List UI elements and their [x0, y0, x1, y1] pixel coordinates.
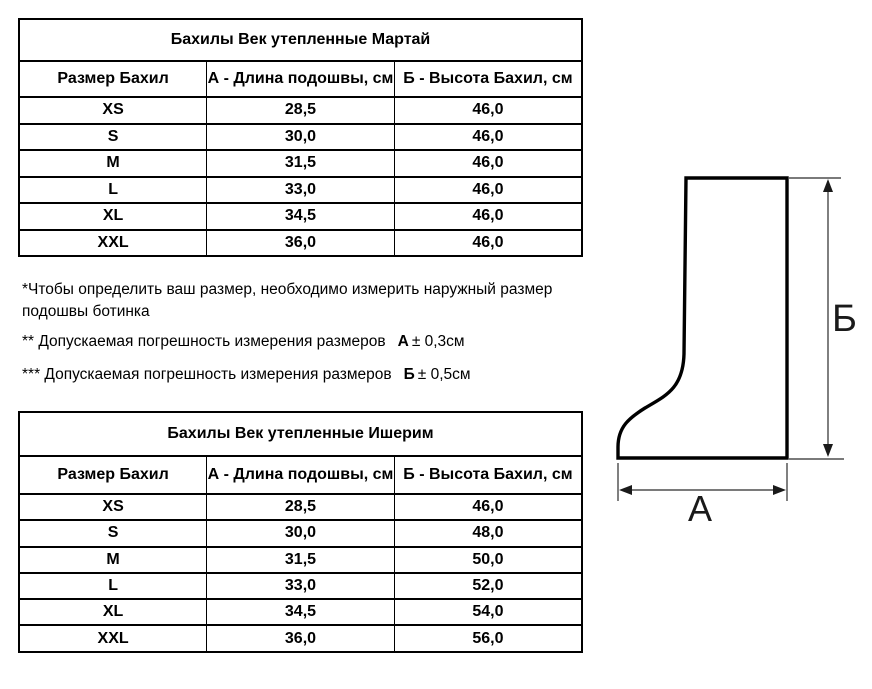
table-row — [19, 150, 582, 177]
cell-height: 50,0 — [394, 547, 582, 573]
cell-length: 34,5 — [207, 203, 395, 230]
cell-height: 46,0 — [394, 150, 582, 177]
cell-length: 28,5 — [207, 494, 395, 520]
cell-length: 36,0 — [207, 625, 395, 651]
table-row — [19, 573, 582, 599]
table-row — [19, 599, 582, 625]
cell-length: 33,0 — [207, 177, 395, 204]
dimension-letter-b: Б — [403, 366, 415, 383]
column-header-length: А - Длина подошвы, см — [207, 456, 395, 494]
note-tolerance-b-value: ± 0,5см — [417, 366, 471, 383]
cell-size: L — [19, 177, 207, 204]
table-row — [19, 625, 582, 651]
cell-size: M — [19, 547, 207, 573]
column-header-height: Б - Высота Бахил, см — [394, 456, 582, 494]
dimension-label-height: Б — [832, 298, 857, 340]
cell-size: XL — [19, 203, 207, 230]
boot-measurement-diagram — [600, 150, 872, 530]
dimension-letter-a: А — [397, 333, 409, 350]
cell-height: 46,0 — [394, 124, 582, 151]
table-row — [19, 203, 582, 230]
cell-height: 46,0 — [394, 177, 582, 204]
table-row — [19, 547, 582, 573]
cell-length: 33,0 — [207, 573, 395, 599]
table-title: Бахилы Век утепленные Мартай — [19, 19, 582, 61]
cell-length: 30,0 — [207, 124, 395, 151]
cell-length: 31,5 — [207, 150, 395, 177]
cell-size: XL — [19, 599, 207, 625]
cell-size: XS — [19, 494, 207, 520]
arrowhead-up-icon — [823, 179, 833, 192]
cell-length: 28,5 — [207, 97, 395, 124]
dimension-label-length: А — [688, 488, 713, 529]
table-header-row — [19, 456, 582, 494]
column-header-size: Размер Бахил — [19, 61, 207, 97]
column-header-length: А - Длина подошвы, см — [207, 61, 395, 97]
cell-height: 46,0 — [394, 494, 582, 520]
cell-height: 46,0 — [394, 230, 582, 257]
note-tolerance-b-text: *** Допускаемая погрешность измерения размеров — [22, 366, 392, 383]
table-row — [19, 124, 582, 151]
table-title-row — [19, 19, 582, 61]
table-row — [19, 494, 582, 520]
table-title-row — [19, 412, 582, 456]
cell-size: S — [19, 124, 207, 151]
arrowhead-right-icon — [773, 485, 786, 495]
table-row — [19, 230, 582, 257]
cell-height: 46,0 — [394, 203, 582, 230]
cell-size: XXL — [19, 625, 207, 651]
table-row — [19, 177, 582, 204]
cell-height: 46,0 — [394, 97, 582, 124]
table-row — [19, 97, 582, 124]
table-header-row — [19, 61, 582, 97]
cell-height: 48,0 — [394, 520, 582, 546]
cell-length: 30,0 — [207, 520, 395, 546]
cell-size: L — [19, 573, 207, 599]
cell-size: S — [19, 520, 207, 546]
cell-length: 36,0 — [207, 230, 395, 257]
note-measure-instruction: *Чтобы определить ваш размер, необходимо измерить наружный размер подошвы ботинка — [22, 281, 553, 320]
note-tolerance-a — [22, 331, 570, 353]
cell-size: M — [19, 150, 207, 177]
cell-length: 31,5 — [207, 547, 395, 573]
cell-height: 56,0 — [394, 625, 582, 651]
size-table-isherim — [18, 411, 583, 653]
size-table-martai — [18, 18, 583, 257]
column-header-size: Размер Бахил — [19, 456, 207, 494]
table-title: Бахилы Век утепленные Ишерим — [19, 412, 582, 456]
note-tolerance-b — [22, 364, 570, 386]
cell-height: 52,0 — [394, 573, 582, 599]
cell-size: XS — [19, 97, 207, 124]
note-tolerance-a-value: ± 0,3см — [411, 333, 465, 350]
arrowhead-left-icon — [619, 485, 632, 495]
column-header-height: Б - Высота Бахил, см — [394, 61, 582, 97]
cell-size: XXL — [19, 230, 207, 257]
table-row — [19, 520, 582, 546]
arrowhead-down-icon — [823, 444, 833, 457]
note-tolerance-a-text: ** Допускаемая погрешность измерения размеров — [22, 333, 386, 350]
cell-length: 34,5 — [207, 599, 395, 625]
boot-outline — [618, 178, 787, 458]
cell-height: 54,0 — [394, 599, 582, 625]
